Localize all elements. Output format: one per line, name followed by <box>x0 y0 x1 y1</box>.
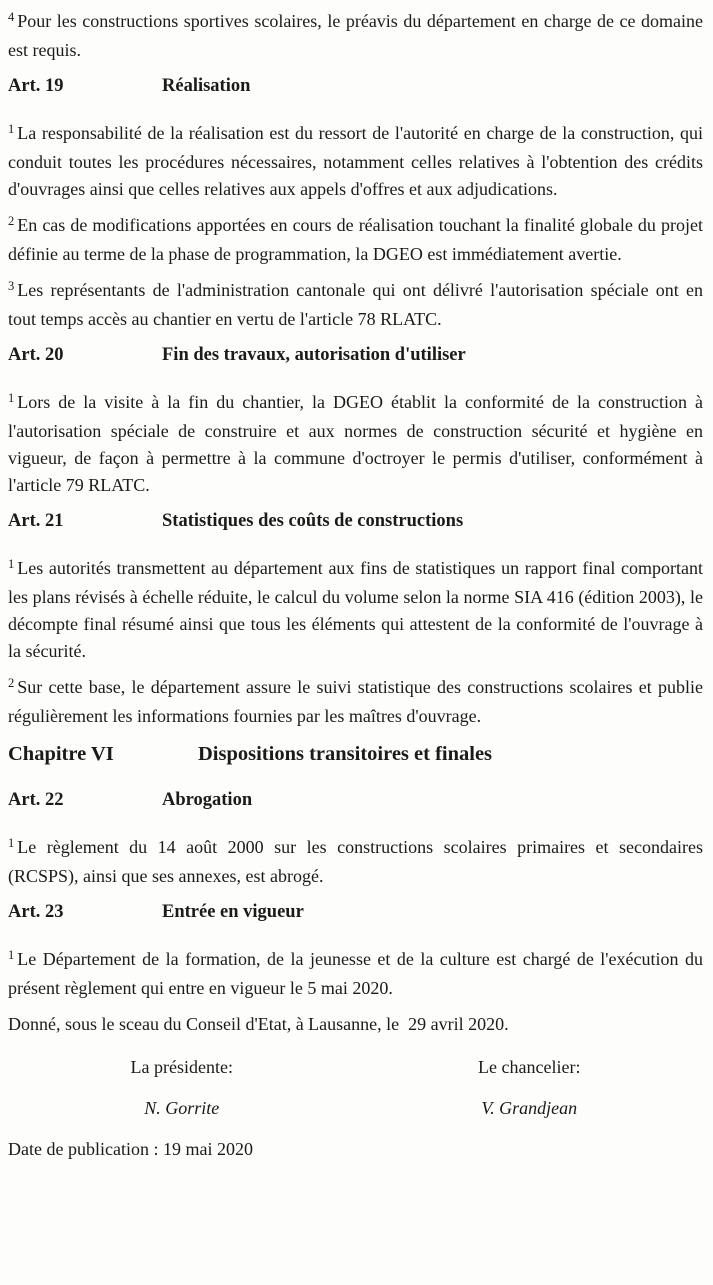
paragraph-text: La responsabilité de la réalisation est du ressort de l'autorité en charge de la construction, qui conduit toutes les procédures nécessaires, notamment celles relatives à l'obtention des crédits d'ouvrages ainsi que celles relatives aux appels d'offres et aux adjudications. <box>8 123 703 199</box>
paragraph-number: 1 <box>8 948 15 962</box>
given-under-seal-line: Donné, sous le sceau du Conseil d'Etat, à Lausanne, le 29 avril 2020. <box>8 1014 509 1034</box>
chapter-number: Chapitre VI <box>8 743 114 765</box>
paragraph-text: Le règlement du 14 août 2000 sur les constructions scolaires primaires et secondaires (RCSPS), ainsi que ses annexes, est abrogé. <box>8 837 703 886</box>
paragraph-text: Le Département de la formation, de la jeunesse et de la culture est chargé de l'exécution du présent règlement qui entre en vigueur le 5 mai 2020. <box>8 949 703 998</box>
president-signature-name: N. Gorrite <box>144 1098 220 1118</box>
paragraph <box>8 946 703 1002</box>
paragraph <box>8 834 703 890</box>
paragraph-number: 2 <box>8 676 15 690</box>
publication-date-line: Date de publication : 19 mai 2020 <box>8 1139 253 1159</box>
chapter-title: Dispositions transitoires et finales <box>198 743 493 765</box>
article-title: Abrogation <box>162 790 253 810</box>
paragraph-text: Les autorités transmettent au département aux fins de statistiques un rapport final comportant les plans révisés à échelle réduite, le calcul du volume selon la norme SIA 416 (édition 2003), le décompte final résumé ainsi que tous les éléments qui attestent de la conformité de l'ouvrage à la sécurité. <box>8 558 703 661</box>
signature-roles-row <box>8 1054 703 1081</box>
paragraph-number: 2 <box>8 214 15 228</box>
paragraph-number: 3 <box>8 279 15 293</box>
article-number: Art. 22 <box>8 790 64 810</box>
article-number: Art. 19 <box>8 76 64 96</box>
article-title: Statistiques des coûts de constructions <box>162 511 464 531</box>
paragraph <box>8 277 703 333</box>
article-23-heading <box>8 899 703 926</box>
article-number: Art. 23 <box>8 902 64 922</box>
paragraph-number: 1 <box>8 557 15 571</box>
paragraph-text: Lors de la visite à la fin du chantier, la DGEO établit la conformité de la construction à l'autorisation spéciale de construire et aux normes de construction sécurité et hygiène en vigueur, de façon à permettre à la commune d'octroyer le permis d'utiliser, conformément à l'article 79 RLATC. <box>8 392 703 495</box>
paragraph-text: Sur cette base, le département assure le suivi statistique des constructions scolaires et publie régulièrement les informations fournies par les maîtres d'ouvrage. <box>8 677 703 726</box>
article-title: Entrée en vigueur <box>162 902 304 922</box>
president-role-label: La présidente: <box>130 1057 233 1077</box>
chancellor-signature-name: V. Grandjean <box>481 1098 578 1118</box>
paragraph-number: 1 <box>8 122 15 136</box>
article-title: Réalisation <box>162 76 251 96</box>
article-title: Fin des travaux, autorisation d'utiliser <box>162 345 466 365</box>
article-number: Art. 20 <box>8 345 64 365</box>
paragraph <box>8 120 703 203</box>
paragraph <box>8 555 703 665</box>
article-19-heading <box>8 73 703 100</box>
paragraph <box>8 212 703 268</box>
paragraph-text: Les représentants de l'administration cantonale qui ont délivré l'autorisation spéciale ont en tout temps accès au chantier en vertu de l'article 78 RLATC. <box>8 280 703 329</box>
paragraph-number: 1 <box>8 836 15 850</box>
paragraph-text: Pour les constructions sportives scolaires, le préavis du département en charge de ce domaine est requis. <box>8 11 703 60</box>
article-21-heading <box>8 508 703 535</box>
paragraph <box>8 674 703 730</box>
paragraph-number: 1 <box>8 391 15 405</box>
signature-names-row <box>8 1095 703 1122</box>
article-number: Art. 21 <box>8 511 64 531</box>
paragraph-text: En cas de modifications apportées en cours de réalisation touchant la finalité globale du projet définie au terme de la phase de programmation, la DGEO est immédiatement avertie. <box>8 215 703 264</box>
paragraph <box>8 389 703 499</box>
article-20-heading <box>8 342 703 369</box>
paragraph <box>8 8 703 64</box>
paragraph-number: 4 <box>8 10 15 24</box>
article-22-heading <box>8 787 703 814</box>
chancellor-role-label: Le chancelier: <box>478 1057 581 1077</box>
chapter-6-heading <box>8 739 703 769</box>
